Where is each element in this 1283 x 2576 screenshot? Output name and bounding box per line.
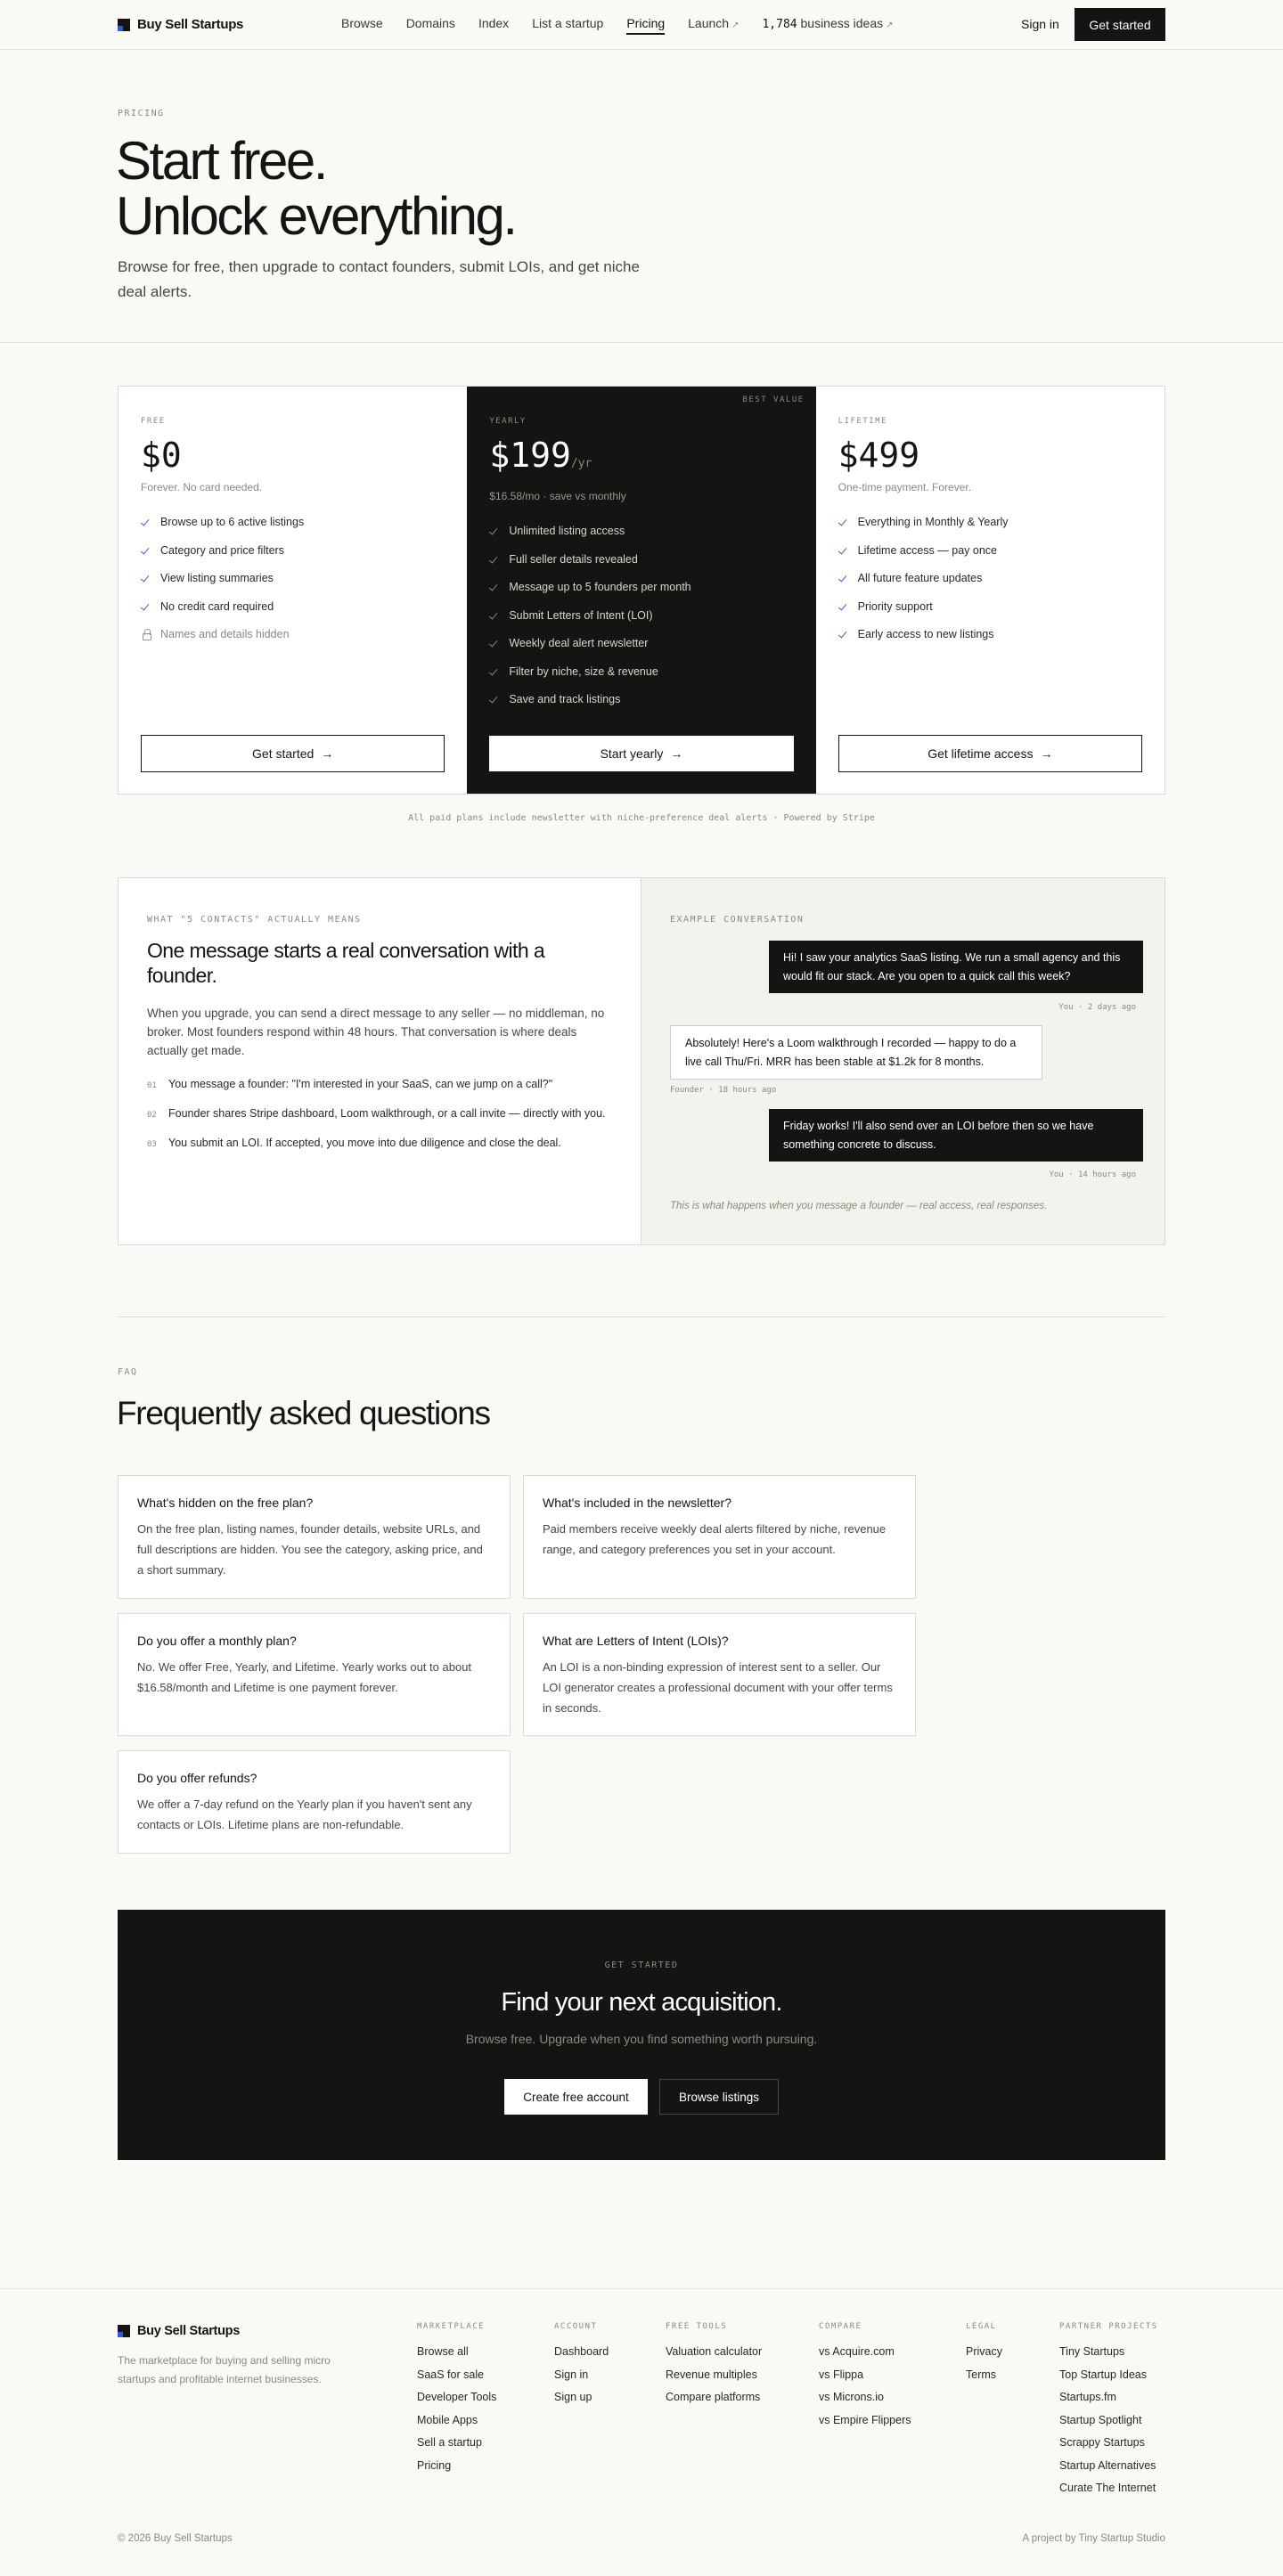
best-value-badge: BEST VALUE [742,395,805,404]
check-icon [838,545,849,556]
cta-eyebrow: GET STARTED [604,1961,679,1970]
feature-item [838,571,1142,585]
external-link-icon: ↗ [886,20,894,30]
feature-item [489,552,793,567]
example-eyebrow: EXAMPLE CONVERSATION [670,915,805,925]
step-text: You submit an LOI. If accepted, you move into due diligence and close the deal. [168,1137,561,1149]
footer-link[interactable]: Scrappy Startups [1059,2436,1145,2449]
browse-listings-button[interactable]: Browse listings [659,2079,779,2115]
plan-free-cta-button[interactable] [141,735,445,772]
plan-lifetime [816,387,1165,794]
button-label: Get started [252,746,315,761]
check-icon [141,545,151,556]
title-line-1: Start free. [116,131,326,191]
footer-column-title: PARTNER PROJECTS [1059,2322,1158,2331]
plan-name: LIFETIME [838,417,888,426]
feature-text: Full seller details revealed [509,552,638,566]
footer-link[interactable]: vs Empire Flippers [819,2413,911,2426]
faq-question: What are Letters of Intent (LOIs)? [543,1634,729,1648]
footer-link[interactable]: SaaS for sale [417,2368,485,2381]
faq-answer: An LOI is a non-binding expression of interest sent to a seller. Our LOI generator creates a professional document with your offer terms in seconds. [543,1660,893,1715]
feature-list [489,524,793,706]
logo-mark-icon [118,2325,130,2337]
step-number: 03 [147,1140,157,1149]
footer-column-title: COMPARE [819,2322,862,2331]
nav-browse[interactable]: Browse [341,16,383,30]
plan-note: One-time payment. Forever. [838,481,972,493]
cta-subtitle: Browse free. Upgrade when you find something worth pursuing. [465,2032,818,2046]
feature-text: All future feature updates [857,572,983,584]
footer-column-legal [966,2322,1002,2386]
footer-logo[interactable] [118,2324,240,2338]
footer-link[interactable]: Valuation calculator [666,2345,763,2358]
plan-yearly-cta-button[interactable] [489,736,793,771]
feature-item [838,515,1142,529]
feature-list [838,515,1142,641]
footer-column-title: ACCOUNT [554,2322,598,2331]
check-icon [838,517,849,527]
nav-list-a-startup[interactable]: List a startup [532,16,604,30]
feature-text: Weekly deal alert newsletter [509,637,649,649]
faq-question: Do you offer refunds? [137,1771,257,1785]
faq-question: What's included in the newsletter? [543,1496,732,1510]
plan-name: YEARLY [489,417,527,426]
contacts-eyebrow: WHAT "5 CONTACTS" ACTUALLY MEANS [147,915,362,925]
feature-text: Early access to new listings [857,628,994,640]
feature-item [838,543,1142,558]
step-item [147,1106,611,1122]
faq-item [118,1475,511,1599]
brand-name: Buy Sell Startups [137,17,244,32]
message-meta: You · 2 days ago [1058,1003,1136,1012]
feature-text: Unlimited listing access [509,525,625,537]
plan-note: Forever. No card needed. [141,481,263,493]
footer-link[interactable]: Startup Alternatives [1059,2458,1156,2472]
pricing-note: All paid plans include newsletter with niche-preference deal alerts · Powered by Stripe [408,813,875,823]
plan-price [489,435,793,485]
button-label: Start yearly [600,746,664,761]
sign-in-link[interactable]: Sign in [1021,17,1059,31]
faq-title: Frequently asked questions [117,1395,490,1431]
feature-item [489,664,793,679]
nav-domains[interactable]: Domains [405,16,455,30]
cta-banner [118,1910,1165,2160]
plan-price: $499 [838,436,920,475]
step-text: You message a founder: "I'm interested in your SaaS, can we jump on a call?" [168,1078,553,1090]
check-icon [489,638,500,648]
copyright: © 2026 Buy Sell Startups [118,2533,233,2544]
check-icon [141,573,151,583]
faq-answer: We offer a 7-day refund on the Yearly plan if you haven't sent any contacts or LOIs. Lifetime plans are non-refundable. [137,1797,472,1831]
feature-item [141,571,445,585]
footer-link[interactable]: Startup Spotlight [1059,2413,1142,2426]
message-bubble-received: Absolutely! Here's a Loom walkthrough I recorded — happy to do a live call Thu/Fri. MRR has been stable at $1.2k for 8 months. [670,1025,1042,1080]
ideas-count: 1,784 [762,18,797,31]
faq-answer: On the free plan, listing names, founder details, website URLs, and full descriptions are hidden. You see the category, asking price, and a short summary. [137,1522,483,1577]
conversation-caption: This is what happens when you message a founder — real access, real responses. [670,1201,1048,1211]
feature-item [489,608,793,623]
divider [0,342,1283,343]
feature-text: Priority support [857,599,933,613]
feature-text: View listing summaries [160,572,274,584]
footer-link[interactable]: Dashboard [554,2345,609,2358]
get-started-button[interactable]: Get started [1075,8,1165,41]
step-number: 02 [147,1111,157,1120]
footer-link[interactable]: vs Flippa [819,2368,864,2381]
footer-column-marketplace [417,2322,496,2477]
footer-tagline: The marketplace for buying and selling micro startups and profitable internet businesses. [118,2354,331,2385]
lock-icon [141,629,151,640]
footer-link[interactable]: Privacy [966,2345,1002,2358]
footer-link[interactable]: Mobile Apps [417,2413,478,2426]
feature-text: Names and details hidden [160,628,290,640]
top-navbar [0,0,1283,50]
feature-item [141,543,445,558]
check-icon [489,666,500,677]
footer-link[interactable]: Curate The Internet [1059,2482,1156,2494]
footer-link[interactable]: Browse all [417,2345,469,2358]
check-icon [489,554,500,565]
arrow-right-icon: → [670,746,683,761]
footer-link[interactable]: Sign in [554,2368,589,2381]
footer-link[interactable]: Sell a startup [417,2436,482,2449]
studio-credit-link[interactable]: A project by Tiny Startup Studio [1022,2533,1165,2544]
footer-link[interactable]: Tiny Startups [1059,2345,1125,2358]
arrow-right-icon: → [1040,746,1053,761]
feature-list [141,515,445,641]
message-bubble-sent: Hi! I saw your analytics SaaS listing. We run a small agency and this would fit our stack. Are you open to a quick call this week? [769,941,1143,993]
faq-eyebrow: FAQ [118,1367,138,1377]
footer-column-free-tools [666,2322,762,2409]
feature-text: Browse up to 6 active listings [160,516,305,528]
arrow-right-icon: → [321,746,334,761]
feature-item [489,580,793,594]
brand-logo[interactable] [118,17,243,32]
feature-item [141,515,445,529]
feature-item [838,599,1142,614]
price-amount: $199 [489,436,571,475]
footer-link[interactable]: Developer Tools [417,2391,497,2403]
footer-column-title: MARKETPLACE [417,2322,486,2331]
footer-column-compare [819,2322,911,2432]
footer-link[interactable]: Compare platforms [666,2391,761,2403]
footer-link[interactable]: Sign up [554,2391,592,2403]
check-icon [838,629,849,640]
feature-item [141,599,445,614]
create-account-button[interactable]: Create free account [504,2079,648,2115]
faq-question: Do you offer a monthly plan? [137,1634,297,1648]
logo-mark-icon [118,19,130,31]
ideas-label: business ideas [800,16,884,30]
hero-eyebrow: PRICING [118,109,165,118]
check-icon [489,694,500,705]
check-icon [838,601,849,612]
faq-item [523,1475,916,1599]
feature-text: Filter by niche, size & revenue [509,664,658,678]
feature-item-locked [141,627,445,641]
button-label: Get lifetime access [928,746,1034,761]
faq-question: What's hidden on the free plan? [137,1496,314,1510]
plan-yearly [467,387,815,794]
plan-lifetime-cta-button[interactable] [838,735,1142,772]
footer-link[interactable]: Revenue multiples [666,2368,757,2381]
contacts-explainer [118,877,1165,1245]
nav-index[interactable]: Index [478,16,510,30]
contacts-body: When you upgrade, you can send a direct message to any seller — no middleman, no broker. Most founders respond within 48 hours. That conversation is where deals actually get made. [147,1007,605,1057]
step-item [147,1136,611,1152]
example-conversation [642,878,1165,1244]
price-period: /yr [570,457,592,470]
faq-answer: No. We offer Free, Yearly, and Lifetime. Yearly works out to about $16.58/month and Lifetime is one payment forever. [137,1660,472,1694]
feature-text: Message up to 5 founders per month [509,581,691,593]
plan-price: $0 [141,436,182,475]
footer-link[interactable]: vs Microns.io [819,2391,884,2403]
feature-text: No credit card required [160,599,274,613]
message-bubble-sent: Friday works! I'll also send over an LOI before then so we have something concrete to discuss. [769,1109,1143,1162]
step-text: Founder shares Stripe dashboard, Loom walkthrough, or a call invite — directly with you. [168,1107,606,1120]
feature-item [489,692,793,706]
plan-name: FREE [141,417,166,426]
footer-column-title: FREE TOOLS [666,2322,728,2331]
footer-brand-name: Buy Sell Startups [137,2324,240,2338]
cta-title: Find your next acquisition. [501,1988,782,2017]
feature-text: Submit Letters of Intent (LOI) [509,608,653,622]
check-icon [489,582,500,592]
message-meta: Founder · 18 hours ago [670,1086,777,1095]
check-icon [838,573,849,583]
contacts-title: One message starts a real conversation with a founder. [147,939,545,987]
feature-text: Everything in Monthly & Yearly [857,516,1009,528]
faq-item [118,1613,511,1736]
footer-link[interactable]: Terms [966,2368,997,2381]
footer-column-title: LEGAL [966,2322,997,2331]
nav-launch[interactable] [688,16,739,35]
footer-link[interactable]: Startups.fm [1059,2391,1116,2403]
nav-launch-label: Launch [688,16,730,30]
feature-text: Lifetime access — pay once [857,543,997,557]
contacts-explainer-text [118,878,642,1244]
feature-text: Category and price filters [160,543,284,557]
step-item [147,1077,611,1093]
feature-item [489,636,793,650]
plan-free [118,387,467,794]
page-title [116,131,516,246]
check-icon [141,601,151,612]
nav-business-ideas[interactable] [762,16,893,35]
footer-link[interactable]: Top Startup Ideas [1059,2368,1147,2381]
steps-list [147,1077,611,1152]
feature-item [838,627,1142,641]
pricing-table [118,386,1165,795]
nav-pricing[interactable]: Pricing [626,16,665,35]
message-meta: You · 14 hours ago [1049,1170,1136,1179]
footer-column-account [554,2322,609,2409]
title-line-2: Unlock everything. [116,186,516,246]
faq-item [523,1613,916,1736]
external-link-icon: ↗ [731,20,740,30]
main-nav [341,16,917,35]
faq-item [118,1750,511,1854]
footer-link[interactable]: vs Acquire.com [819,2345,895,2358]
faq-answer: Paid members receive weekly deal alerts filtered by niche, revenue range, and category preferences you set in your account. [543,1522,887,1556]
hero-subtitle: Browse for free, then upgrade to contact founders, submit LOIs, and get niche deal alerts. [118,258,640,300]
check-icon [141,517,151,527]
step-number: 01 [147,1081,157,1090]
plan-note: $16.58/mo · save vs monthly [489,490,626,502]
footer-divider [0,2288,1283,2289]
feature-text: Save and track listings [509,693,621,705]
check-icon [489,526,500,536]
feature-item [489,524,793,538]
footer-link[interactable]: Pricing [417,2458,452,2472]
footer-column-partner-projects [1059,2322,1158,2500]
check-icon [489,610,500,621]
